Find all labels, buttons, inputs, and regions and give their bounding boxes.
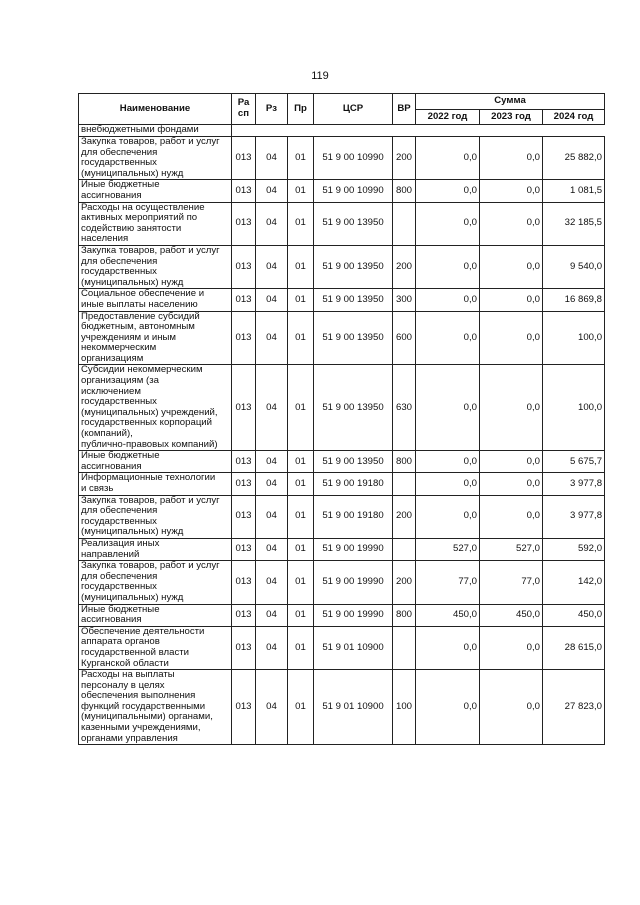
cell-y2022: 450,0 <box>416 604 480 626</box>
cell-csr: 51 9 00 19180 <box>314 495 393 538</box>
table-row <box>79 202 605 245</box>
header-name: Наименование <box>79 94 232 125</box>
cell-y2024: 5 675,7 <box>543 451 605 473</box>
cell-vr: 300 <box>393 289 416 311</box>
cell-csr: 51 9 00 10990 <box>314 180 393 202</box>
cell-vr <box>393 626 416 669</box>
table-row <box>79 626 605 669</box>
cell-name: Субсидии некоммерческим организациям (за исключением государственных (муниципальных) учреждений, государственных корпораций (компаний), публично-правовых компаний) <box>79 365 232 451</box>
cell-y2023: 0,0 <box>480 473 543 495</box>
cell-y2023: 450,0 <box>480 604 543 626</box>
cell-name: Закупка товаров, работ и услуг для обеспечения государственных (муниципальных) нужд <box>79 137 232 180</box>
continuation-spacer <box>232 125 605 137</box>
table-row <box>79 289 605 311</box>
cell-csr: 51 9 00 13950 <box>314 365 393 451</box>
cell-csr: 51 9 00 13950 <box>314 451 393 473</box>
cell-rz: 04 <box>256 311 288 365</box>
cell-name: Реализация иных направлений <box>79 538 232 560</box>
cell-csr: 51 9 00 10990 <box>314 137 393 180</box>
cell-csr: 51 9 01 10900 <box>314 670 393 745</box>
table-row <box>79 495 605 538</box>
cell-rz: 04 <box>256 538 288 560</box>
cell-pr: 01 <box>288 473 314 495</box>
header-rz: Рз <box>256 94 288 125</box>
table-row <box>79 604 605 626</box>
cell-pr: 01 <box>288 451 314 473</box>
cell-name: Закупка товаров, работ и услуг для обеспечения государственных (муниципальных) нужд <box>79 561 232 604</box>
header-rasp: Ра сп <box>232 94 256 125</box>
cell-name: Информационные технологии и связь <box>79 473 232 495</box>
cell-vr: 800 <box>393 604 416 626</box>
table-row <box>79 473 605 495</box>
cell-csr: 51 9 00 19990 <box>314 604 393 626</box>
cell-rasp: 013 <box>232 311 256 365</box>
cell-vr: 100 <box>393 670 416 745</box>
cell-rz: 04 <box>256 473 288 495</box>
cell-csr: 51 9 00 19990 <box>314 538 393 560</box>
cell-rasp: 013 <box>232 495 256 538</box>
cell-pr: 01 <box>288 311 314 365</box>
cell-name: Расходы на выплаты персоналу в целях обеспечения выполнения функций государственными (муниципальными) органами, казенными учреждениями, органами управления <box>79 670 232 745</box>
table-row <box>79 365 605 451</box>
continuation-row <box>79 125 605 137</box>
cell-rz: 04 <box>256 604 288 626</box>
cell-vr <box>393 202 416 245</box>
cell-name: Иные бюджетные ассигнования <box>79 180 232 202</box>
cell-rasp: 013 <box>232 202 256 245</box>
header-2023: 2023 год <box>480 110 543 125</box>
table-row <box>79 451 605 473</box>
cell-y2023: 0,0 <box>480 180 543 202</box>
cell-rasp: 013 <box>232 538 256 560</box>
cell-y2022: 0,0 <box>416 245 480 288</box>
cell-csr: 51 9 00 13950 <box>314 311 393 365</box>
cell-y2023: 0,0 <box>480 245 543 288</box>
cell-vr: 200 <box>393 245 416 288</box>
cell-name: Социальное обеспечение и иные выплаты населению <box>79 289 232 311</box>
cell-pr: 01 <box>288 538 314 560</box>
cell-y2022: 0,0 <box>416 137 480 180</box>
cell-rz: 04 <box>256 561 288 604</box>
cell-pr: 01 <box>288 670 314 745</box>
cell-y2024: 3 977,8 <box>543 473 605 495</box>
cell-y2023: 0,0 <box>480 626 543 669</box>
cell-rz: 04 <box>256 245 288 288</box>
cell-csr: 51 9 01 10900 <box>314 626 393 669</box>
cell-name: Расходы на осуществление активных мероприятий по содействию занятости населения <box>79 202 232 245</box>
cell-csr: 51 9 00 13950 <box>314 245 393 288</box>
table-row <box>79 538 605 560</box>
cell-y2024: 32 185,5 <box>543 202 605 245</box>
cell-y2024: 16 869,8 <box>543 289 605 311</box>
cell-rasp: 013 <box>232 561 256 604</box>
cell-y2024: 28 615,0 <box>543 626 605 669</box>
table-row <box>79 670 605 745</box>
cell-y2023: 0,0 <box>480 495 543 538</box>
cell-vr: 630 <box>393 365 416 451</box>
cell-name: Предоставление субсидий бюджетным, автономным учреждениям и иным некоммерческим организациям <box>79 311 232 365</box>
cell-rasp: 013 <box>232 245 256 288</box>
cell-y2024: 25 882,0 <box>543 137 605 180</box>
header-vr: ВР <box>393 94 416 125</box>
cell-csr: 51 9 00 19180 <box>314 473 393 495</box>
cell-y2022: 0,0 <box>416 670 480 745</box>
table-row <box>79 137 605 180</box>
cell-y2023: 527,0 <box>480 538 543 560</box>
header-sum: Сумма <box>416 94 605 110</box>
cell-y2023: 0,0 <box>480 451 543 473</box>
cell-rasp: 013 <box>232 365 256 451</box>
cell-csr: 51 9 00 13950 <box>314 202 393 245</box>
cell-rz: 04 <box>256 289 288 311</box>
table-header <box>79 94 605 125</box>
cell-y2023: 0,0 <box>480 365 543 451</box>
page-number: 119 <box>311 70 329 82</box>
cell-pr: 01 <box>288 604 314 626</box>
cell-rz: 04 <box>256 626 288 669</box>
cell-y2023: 0,0 <box>480 202 543 245</box>
cell-rasp: 013 <box>232 180 256 202</box>
header-2024: 2024 год <box>543 110 605 125</box>
cell-vr: 800 <box>393 180 416 202</box>
cell-vr <box>393 538 416 560</box>
cell-y2023: 77,0 <box>480 561 543 604</box>
cell-y2023: 0,0 <box>480 137 543 180</box>
cell-name: Закупка товаров, работ и услуг для обеспечения государственных (муниципальных) нужд <box>79 245 232 288</box>
cell-rasp: 013 <box>232 473 256 495</box>
cell-vr: 200 <box>393 561 416 604</box>
cell-rasp: 013 <box>232 289 256 311</box>
cell-vr <box>393 473 416 495</box>
cell-pr: 01 <box>288 180 314 202</box>
cell-rasp: 013 <box>232 137 256 180</box>
cell-y2022: 0,0 <box>416 202 480 245</box>
cell-y2023: 0,0 <box>480 670 543 745</box>
cell-y2022: 77,0 <box>416 561 480 604</box>
cell-y2022: 0,0 <box>416 626 480 669</box>
cell-name: Закупка товаров, работ и услуг для обеспечения государственных (муниципальных) нужд <box>79 495 232 538</box>
cell-rz: 04 <box>256 137 288 180</box>
budget-table <box>78 93 605 745</box>
cell-pr: 01 <box>288 495 314 538</box>
cell-y2024: 1 081,5 <box>543 180 605 202</box>
cell-pr: 01 <box>288 561 314 604</box>
cell-y2024: 142,0 <box>543 561 605 604</box>
cell-pr: 01 <box>288 365 314 451</box>
table-row <box>79 245 605 288</box>
cell-rz: 04 <box>256 202 288 245</box>
cell-rz: 04 <box>256 670 288 745</box>
cell-pr: 01 <box>288 626 314 669</box>
cell-y2022: 0,0 <box>416 311 480 365</box>
cell-y2022: 0,0 <box>416 365 480 451</box>
cell-rasp: 013 <box>232 626 256 669</box>
cell-y2023: 0,0 <box>480 289 543 311</box>
cell-rasp: 013 <box>232 604 256 626</box>
cell-name: Обеспечение деятельности аппарата органов государственной власти Курганской области <box>79 626 232 669</box>
continuation-text: внебюджетными фондами <box>79 125 232 137</box>
cell-name: Иные бюджетные ассигнования <box>79 451 232 473</box>
cell-vr: 200 <box>393 495 416 538</box>
header-2022: 2022 год <box>416 110 480 125</box>
cell-y2024: 27 823,0 <box>543 670 605 745</box>
cell-vr: 800 <box>393 451 416 473</box>
cell-rasp: 013 <box>232 670 256 745</box>
table-row <box>79 180 605 202</box>
table-body <box>79 125 605 745</box>
cell-y2024: 592,0 <box>543 538 605 560</box>
cell-pr: 01 <box>288 137 314 180</box>
header-pr: Пр <box>288 94 314 125</box>
cell-y2022: 0,0 <box>416 473 480 495</box>
cell-name: Иные бюджетные ассигнования <box>79 604 232 626</box>
table-row <box>79 311 605 365</box>
cell-csr: 51 9 00 19990 <box>314 561 393 604</box>
cell-pr: 01 <box>288 202 314 245</box>
cell-rz: 04 <box>256 365 288 451</box>
cell-y2022: 527,0 <box>416 538 480 560</box>
cell-csr: 51 9 00 13950 <box>314 289 393 311</box>
header-csr: ЦСР <box>314 94 393 125</box>
cell-pr: 01 <box>288 289 314 311</box>
cell-y2022: 0,0 <box>416 180 480 202</box>
cell-y2022: 0,0 <box>416 451 480 473</box>
cell-y2024: 9 540,0 <box>543 245 605 288</box>
cell-y2023: 0,0 <box>480 311 543 365</box>
cell-y2022: 0,0 <box>416 289 480 311</box>
cell-vr: 600 <box>393 311 416 365</box>
cell-rz: 04 <box>256 495 288 538</box>
cell-vr: 200 <box>393 137 416 180</box>
cell-y2024: 100,0 <box>543 365 605 451</box>
cell-rz: 04 <box>256 451 288 473</box>
cell-y2024: 100,0 <box>543 311 605 365</box>
cell-y2024: 3 977,8 <box>543 495 605 538</box>
cell-pr: 01 <box>288 245 314 288</box>
cell-rasp: 013 <box>232 451 256 473</box>
table-row <box>79 561 605 604</box>
cell-y2024: 450,0 <box>543 604 605 626</box>
cell-rz: 04 <box>256 180 288 202</box>
cell-y2022: 0,0 <box>416 495 480 538</box>
